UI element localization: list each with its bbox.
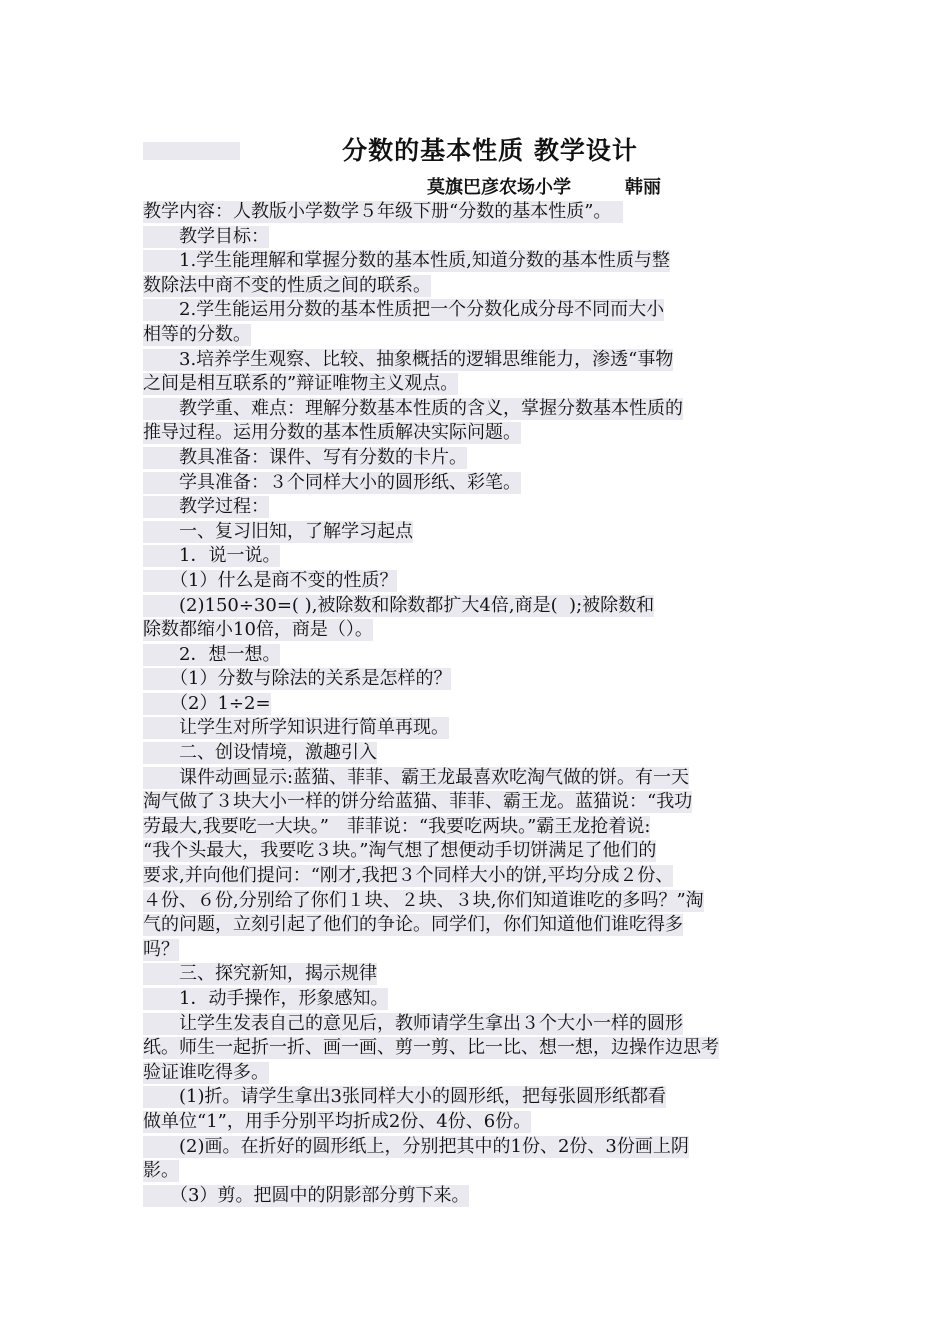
text-line-content: 教学目标： bbox=[143, 225, 269, 247]
text-line-content: 教学内容：人教版小学数学５年级下册“分数的基本性质”。 bbox=[143, 201, 623, 222]
text-line-content: 教学过程： bbox=[143, 496, 269, 518]
text-line bbox=[143, 1036, 815, 1061]
text-line bbox=[143, 421, 815, 446]
text-line bbox=[143, 815, 815, 840]
text-line-content: 2．想一想。 bbox=[143, 643, 281, 665]
text-line bbox=[143, 249, 815, 274]
text-line-content: ４份、６份,分别给了你们１块、２块、３块,你们知道谁吃的多吗？”淘 bbox=[143, 889, 704, 911]
text-line bbox=[143, 1135, 815, 1160]
text-line-content: 让学生发表自己的意见后，教师请学生拿出３个大小一样的圆形 bbox=[143, 1012, 683, 1034]
text-line bbox=[143, 298, 815, 323]
text-line-content: 纸。师生一起折一折、画一画、剪一剪、比一比、想一想，边操作边思考 bbox=[143, 1037, 719, 1059]
text-line-content: 课件动画显示:蓝猫、菲菲、霸王龙最喜欢吃淘气做的饼。有一天 bbox=[143, 766, 690, 788]
text-line-content: (2)150÷30=( ),被除数和除数都扩大4倍,商是( );被除数和 bbox=[143, 594, 655, 616]
document-title: 分数的基本性质 教学设计 bbox=[342, 136, 638, 165]
text-line bbox=[143, 544, 815, 569]
text-line-content: 淘气做了３块大小一样的饼分给蓝猫、菲菲、霸王龙。蓝猫说：“我功 bbox=[143, 791, 693, 813]
text-line bbox=[143, 274, 815, 299]
text-line bbox=[143, 1085, 815, 1110]
text-line-content: 二、创设情境，激趣引入 bbox=[143, 742, 377, 764]
text-line-content: （2）1÷2= bbox=[143, 692, 271, 714]
text-line bbox=[143, 938, 815, 963]
text-line bbox=[143, 594, 815, 619]
text-line bbox=[143, 766, 815, 791]
text-line-content: (1)折。请学生拿出3张同样大小的圆形纸，把每张圆形纸都看 bbox=[143, 1086, 666, 1108]
text-line bbox=[143, 495, 815, 520]
document-body bbox=[143, 200, 815, 1208]
text-line bbox=[143, 987, 815, 1012]
text-line bbox=[143, 446, 815, 471]
text-line bbox=[143, 1184, 815, 1209]
text-line bbox=[143, 348, 815, 373]
text-line-content: （1）什么是商不变的性质？ bbox=[143, 569, 398, 591]
text-line-content: 劳最大,我要吃一大块。” 菲菲说：“我要吃两块。”霸王龙抢着说: bbox=[143, 815, 651, 837]
text-line bbox=[143, 889, 815, 914]
author-line: 莫旗巴彦农场小学 韩丽 bbox=[427, 177, 661, 198]
text-line-content: 1．说一说。 bbox=[143, 545, 281, 567]
text-line bbox=[143, 1061, 815, 1086]
text-line bbox=[143, 790, 815, 815]
text-line-content: “我个头最大，我要吃３块。”淘气想了想便动手切饼满足了他们的 bbox=[143, 840, 657, 862]
text-line-content: 做单位“1”，用手分别平均折成2份、4份、6份。 bbox=[143, 1110, 532, 1132]
text-line bbox=[143, 323, 815, 348]
text-line bbox=[143, 643, 815, 668]
text-line-content: 推导过程。运用分数的基本性质解决实际问题。 bbox=[143, 422, 521, 444]
text-line bbox=[143, 397, 815, 422]
text-line bbox=[143, 741, 815, 766]
text-line-content: 教具准备：课件、写有分数的卡片。 bbox=[143, 446, 467, 468]
text-line bbox=[143, 569, 815, 594]
text-line bbox=[143, 913, 815, 938]
text-line-content: 相等的分数。 bbox=[143, 323, 251, 345]
text-line bbox=[143, 471, 815, 496]
text-line bbox=[143, 1159, 815, 1184]
text-line bbox=[143, 200, 815, 225]
text-line-content: （1）分数与除法的关系是怎样的？ bbox=[143, 668, 452, 690]
text-line-content: 影。 bbox=[143, 1160, 179, 1182]
text-line-content: 1．动手操作，形象感知。 bbox=[143, 988, 389, 1009]
text-line-content: 除数都缩小10倍，商是（）。 bbox=[143, 619, 373, 641]
text-line-content: 2.学生能运用分数的基本性质把一个分数化成分母不同而大小 bbox=[143, 299, 665, 321]
text-line bbox=[143, 864, 815, 889]
text-line bbox=[143, 1012, 815, 1037]
text-line bbox=[143, 618, 815, 643]
text-line bbox=[143, 372, 815, 397]
text-line bbox=[143, 962, 815, 987]
text-line-content: 之间是相互联系的”辩证唯物主义观点。 bbox=[143, 373, 459, 395]
text-line bbox=[143, 520, 815, 545]
text-line-content: 一、复习旧知，了解学习起点 bbox=[143, 520, 413, 542]
text-line-content: 让学生对所学知识进行简单再现。 bbox=[143, 717, 449, 739]
text-line-content: 教学重、难点：理解分数基本性质的含义，掌握分数基本性质的 bbox=[143, 397, 683, 419]
text-line bbox=[143, 225, 815, 250]
text-line bbox=[143, 839, 815, 864]
text-line-content: 吗？ bbox=[143, 938, 179, 960]
text-line-content: 1.学生能理解和掌握分数的基本性质,知道分数的基本性质与整 bbox=[143, 250, 670, 272]
text-line bbox=[143, 667, 815, 692]
text-line-content: 验证谁吃得多。 bbox=[143, 1061, 269, 1083]
text-line-content: 三、探究新知，揭示规律 bbox=[143, 963, 377, 985]
text-line bbox=[143, 692, 815, 717]
text-line bbox=[143, 1110, 815, 1135]
text-line-content: 数除法中商不变的性质之间的联系。 bbox=[143, 274, 431, 296]
text-line bbox=[143, 716, 815, 741]
text-line-content: （3）剪。把圆中的阴影部分剪下来。 bbox=[143, 1184, 470, 1206]
text-line-content: 学具准备：３个同样大小的圆形纸、彩笔。 bbox=[143, 471, 521, 493]
text-line-content: 3.培养学生观察、比较、抽象概括的逻辑思维能力，渗透“事物 bbox=[143, 348, 674, 370]
text-line-content: 气的问题，立刻引起了他们的争论。同学们，你们知道他们谁吃得多 bbox=[143, 914, 683, 936]
text-line-content: 要求,并向他们提问：“刚才,我把３个同样大小的饼,平均分成２份、 bbox=[143, 865, 674, 887]
text-line-content: (2)画。在折好的圆形纸上，分别把其中的1份、2份、3份画上阴 bbox=[143, 1135, 689, 1157]
